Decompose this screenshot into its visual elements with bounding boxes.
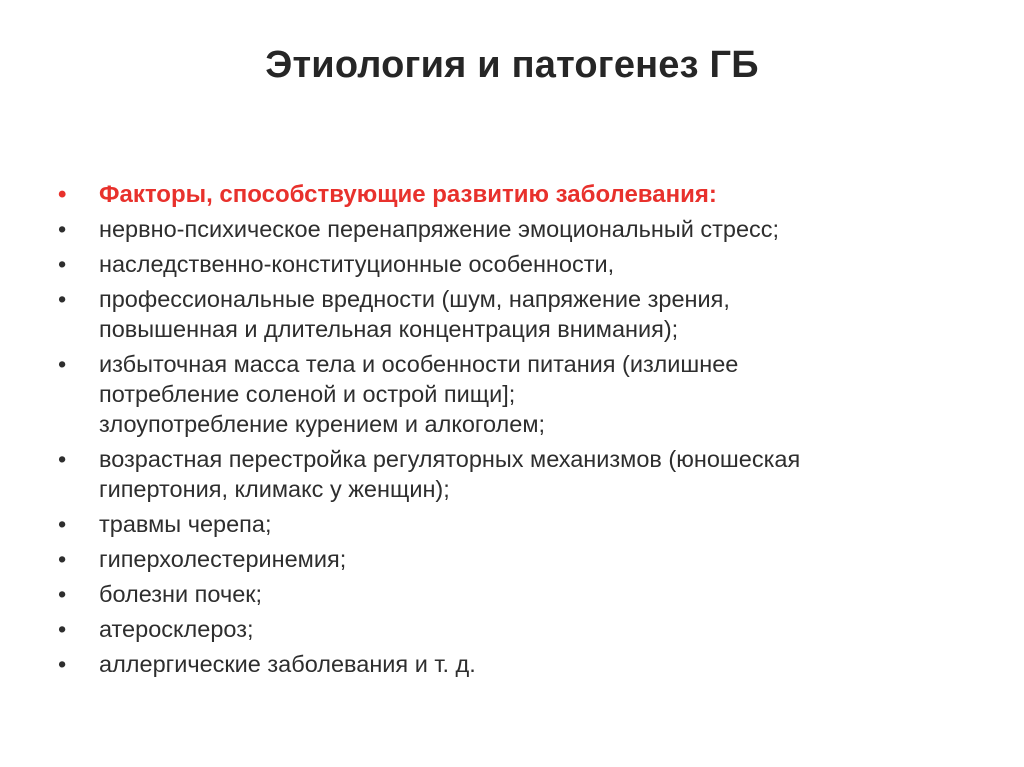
list-item <box>58 579 958 609</box>
list-item <box>58 249 958 279</box>
list-item-line: болезни почек; <box>99 581 263 607</box>
bullet-icon: • <box>58 446 67 472</box>
list-heading-text: Факторы, способствующие развитию заболевания: <box>99 181 717 208</box>
list-heading <box>58 180 958 210</box>
list-item <box>58 614 958 644</box>
list-item <box>58 544 958 574</box>
bullet-icon: • <box>58 616 67 642</box>
bullet-icon: • <box>58 546 67 572</box>
list-item-line: избыточная масса тела и особенности питания (излишнее <box>99 351 739 377</box>
list-item-line: повышенная и длительная концентрация внимания); <box>99 316 679 342</box>
list-item-line: злоупотребление курением и алкоголем; <box>99 411 546 437</box>
bullet-icon: • <box>58 286 67 312</box>
list-item <box>58 649 958 679</box>
list-item-line: возрастная перестройка регуляторных механизмов (юношеская <box>99 446 801 472</box>
list-item-line: профессиональные вредности (шум, напряжение зрения, <box>99 286 730 312</box>
list-item-line: гиперхолестеринемия; <box>99 546 347 572</box>
list-item-line: гипертония, климакс у женщин); <box>99 476 450 502</box>
list-item <box>58 509 958 539</box>
bullet-icon: • <box>58 251 67 277</box>
list-item <box>58 284 958 344</box>
list-item <box>58 444 958 504</box>
bullet-icon: • <box>58 181 67 208</box>
bullet-icon: • <box>58 651 67 677</box>
bullet-icon: • <box>58 511 67 537</box>
slide-title: Этиология и патогенез ГБ <box>265 44 759 86</box>
list-item-line: нервно-психическое перенапряжение эмоциональный стресс; <box>99 216 780 242</box>
list-item-line: атеросклероз; <box>99 616 254 642</box>
list-item-line: наследственно-конституционные особенности, <box>99 251 615 277</box>
list-item <box>58 214 958 244</box>
list-item-line: травмы черепа; <box>99 511 272 537</box>
list-item <box>58 349 958 439</box>
list-item-line: потребление соленой и острой пищи]; <box>99 381 516 407</box>
bullet-icon: • <box>58 216 67 242</box>
bullet-list <box>58 180 958 684</box>
list-item-line: аллергические заболевания и т. д. <box>99 651 476 677</box>
bullet-icon: • <box>58 351 67 377</box>
bullet-icon: • <box>58 581 67 607</box>
